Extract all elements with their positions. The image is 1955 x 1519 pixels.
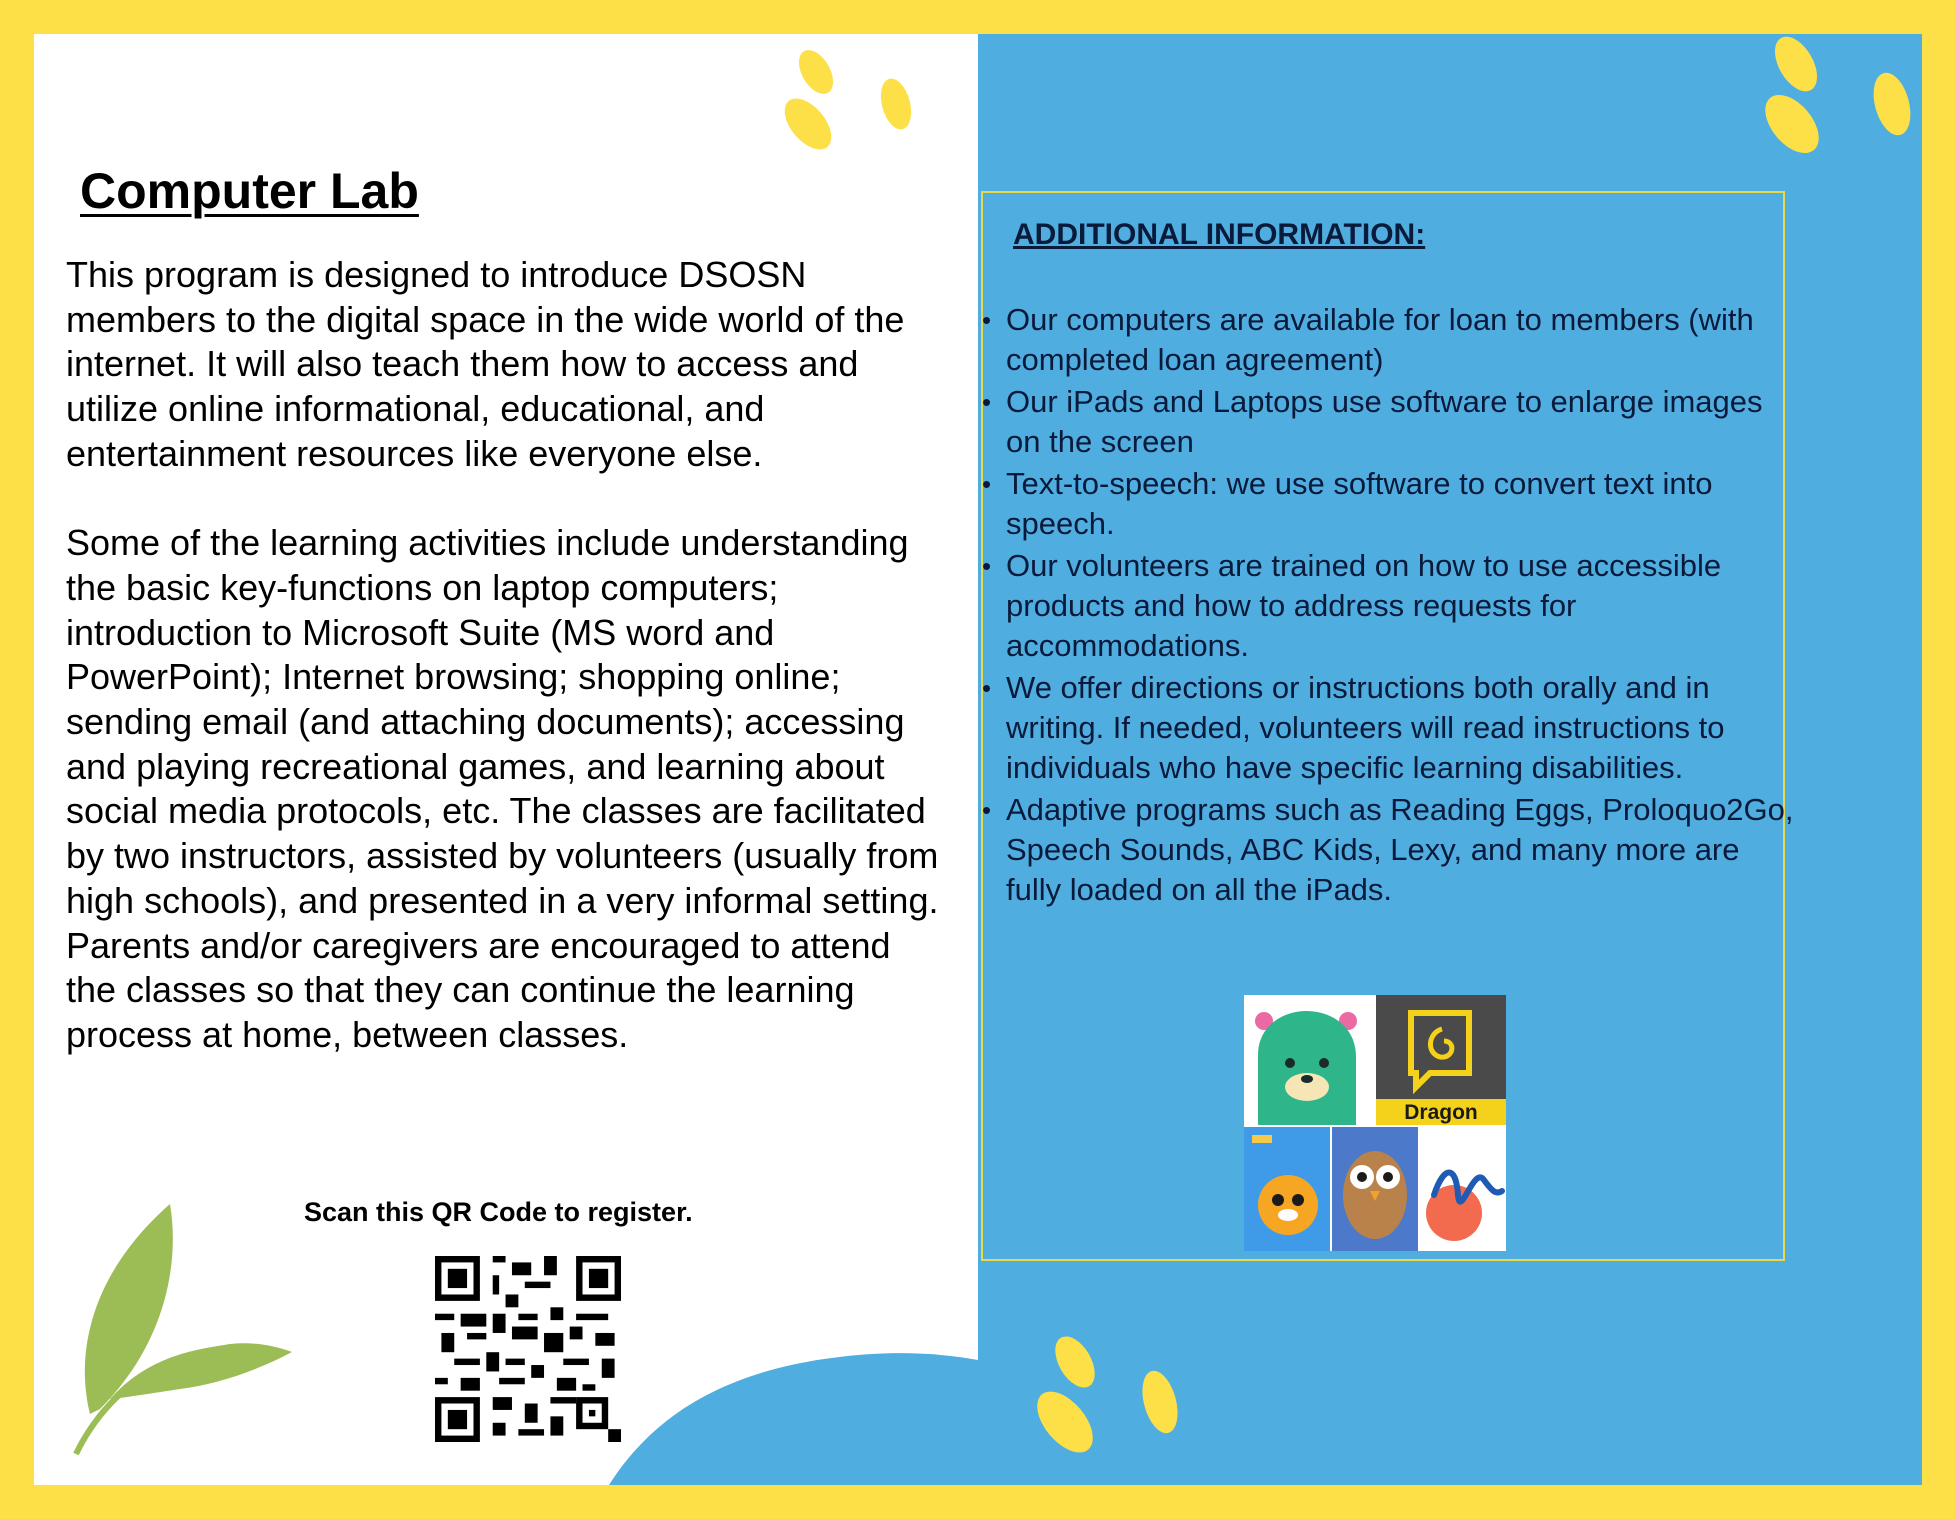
- info-bullet: • Adaptive programs such as Reading Eggs, Proloquo2Go, Speech Sounds, ABC Kids, Lexy, and many more are fully loaded on all the iPads.: [982, 792, 1794, 907]
- green-leaf-decoration: [70, 1204, 300, 1464]
- owl-app-icon: [1332, 1127, 1418, 1251]
- dragon-app-icon: [1376, 995, 1506, 1125]
- activities-paragraph: Some of the learning activities include understanding the basic key-functions on laptop computers; introduction to Microsoft Suite (MS word and PowerPoint); Internet browsing; shopping online; sending email (and attaching documents); accessing and playing recreational games, and learning about social media protocols, etc. The classes are facilitated by two instructors, assisted by volunteers (usually from high schools), and presented in a very informal setting. Parents and/or caregivers are encouraged to attend the classes so that they can continue the learning process at home, between classes.: [66, 522, 939, 1055]
- info-bullet: • Our computers are available for loan to members (with completed loan agreement): [982, 302, 1754, 377]
- yellow-drops-decoration: [1025, 1332, 1185, 1472]
- yellow-drops-decoration: [1752, 34, 1922, 169]
- qr-caption: Scan this QR Code to register.: [304, 1197, 693, 1227]
- cat-app-icon: [1244, 1127, 1330, 1251]
- program-description: [66, 253, 946, 1102]
- info-bullet: • Our iPads and Laptops use software to enlarge images on the screen: [982, 384, 1763, 459]
- additional-info-heading: ADDITIONAL INFORMATION:: [1013, 218, 1426, 251]
- bear-app-icon: [1244, 995, 1374, 1125]
- qr-code[interactable]: [435, 1256, 621, 1442]
- app-icons-collage: [1244, 995, 1506, 1251]
- info-bullet: • Text-to-speech: we use software to convert text into speech.: [982, 466, 1713, 541]
- dragon-app-label: Dragon: [1404, 1101, 1478, 1124]
- info-bullet: • We offer directions or instructions both orally and in writing. If needed, volunteers will read instructions to individuals who have specific learning disabilities.: [982, 670, 1725, 785]
- intro-paragraph: This program is designed to introduce DSOSN members to the digital space in the wide world of the internet. It will also teach them how to access and utilize online informational, educational, and entertainment resources like everyone else.: [66, 254, 905, 474]
- yellow-drops-decoration: [778, 44, 923, 159]
- lexy-app-icon: [1420, 1127, 1506, 1251]
- page-title: Computer Lab: [80, 163, 419, 219]
- additional-info-list: [982, 300, 1800, 912]
- info-bullet: • Our volunteers are trained on how to use accessible products and how to address requests for accommodations.: [982, 548, 1722, 663]
